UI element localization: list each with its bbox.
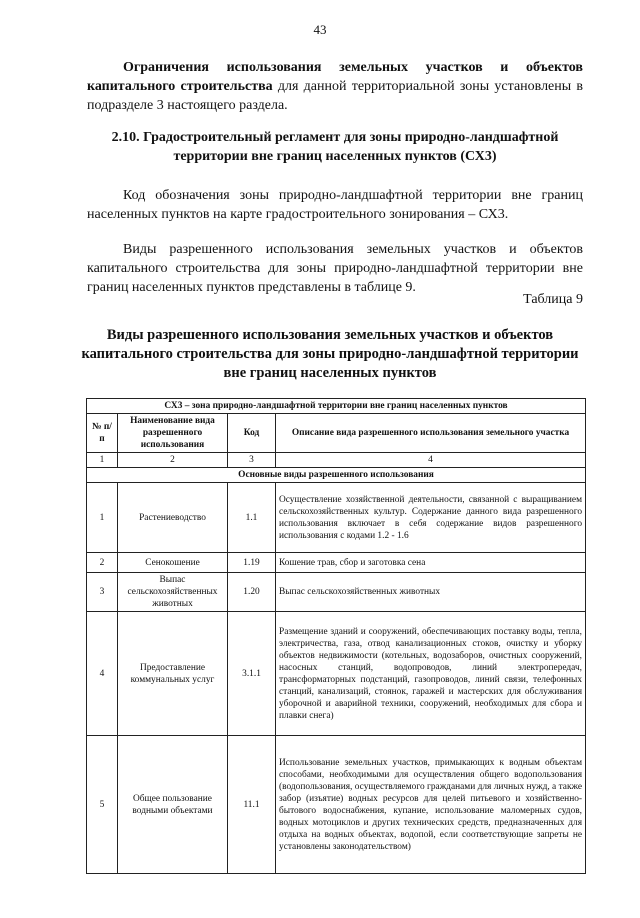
permitted-uses-table	[86, 398, 586, 874]
header-name: Наименование вида разрешенного использования	[118, 414, 228, 453]
column-number: 2	[118, 453, 228, 468]
table-row	[87, 573, 586, 612]
header-description: Описание вида разрешенного использования земельного участка	[276, 414, 586, 453]
table-row	[87, 553, 586, 573]
use-code: 3.1.1	[228, 612, 276, 736]
zone-header-cell: СХ3 – зона природно-ландшафтной территории вне границ населенных пунктов	[87, 399, 586, 414]
row-number: 5	[87, 736, 118, 874]
table-row	[87, 612, 586, 736]
use-code: 1.19	[228, 553, 276, 573]
intro-bold-text: Ограничения использования земельных участков и объектов капитального строительства	[87, 60, 583, 94]
uses-paragraph: Виды разрешенного использования земельных участков и объектов капитального строительства для зоны природно-ландшафтной территории вне границ населенных пунктов представлены в таблице 9.	[87, 242, 583, 295]
table-title: Виды разрешенного использования земельных участков и объектов капитального строительства для зоны природно-ландшафтной территории вне границ населенных пунктов	[81, 327, 579, 381]
use-name: Выпас сельскохозяйственных животных	[118, 573, 228, 612]
use-code: 1.20	[228, 573, 276, 612]
use-name: Общее пользование водными объектами	[118, 736, 228, 874]
row-number: 1	[87, 483, 118, 553]
column-header-row	[87, 414, 586, 453]
row-number: 2	[87, 553, 118, 573]
use-code: 1.1	[228, 483, 276, 553]
section-heading: 2.10. Градостроительный регламент для зоны природно-ландшафтной территории вне границ населенных пунктов (СХ3)	[111, 130, 559, 164]
header-code: Код	[228, 414, 276, 453]
zone-header-row	[87, 399, 586, 414]
use-name: Предоставление коммунальных услуг	[118, 612, 228, 736]
section-title-cell: Основные виды разрешенного использования	[87, 468, 586, 483]
table-row	[87, 483, 586, 553]
use-description: Размещение зданий и сооружений, обеспечивающих поставку воды, тепла, электричества, газа, отвод канализационных стоков, очистку и уборку объектов недвижимости (котельных, водозаборов, очистных сооружений, насосных станций, водопроводов, линий электропередач, трансформаторных подстанций, газопроводов, линий связи, телефонных станций, канализаций, стоянок, гаражей и мастерских для обслуживания уборочной и аварийной техники, сооружений, необходимых для сбора и плавки снега)	[276, 612, 586, 736]
use-name: Сенокошение	[118, 553, 228, 573]
page-number: 43	[313, 22, 327, 37]
zone-code-paragraph: Код обозначения зоны природно-ландшафтной территории вне границ населенных пунктов на карте градостроительного зонирования – СХ3.	[87, 188, 583, 222]
use-description: Осуществление хозяйственной деятельности, связанной с выращиванием сельскохозяйственных культур. Содержание данного вида разрешенного использования включает в себя содержание видов разрешенного использования с кодами 1.2 - 1.6	[276, 483, 586, 553]
table-row	[87, 736, 586, 874]
use-code: 11.1	[228, 736, 276, 874]
column-number-row	[87, 453, 586, 468]
section-row	[87, 468, 586, 483]
use-description: Использование земельных участков, примыкающих к водным объектам способами, необходимыми для осуществления общего водопользования (водопользования, осуществляемого гражданами для личных нужд, а также забор (изъятие) водных ресурсов для целей питьевого и хозяйственно-бытового водоснабжения, купание, использование маломерных судов, водных мотоциклов и других технических средств, предназначенных для отдыха на водных объектах, водопой, если соответствующие запреты не установлены законодательством)	[276, 736, 586, 874]
row-number: 4	[87, 612, 118, 736]
use-description: Выпас сельскохозяйственных животных	[276, 573, 586, 612]
intro-rest-text: для данной территориальной зоны установлены в подразделе 3 настоящего раздела.	[87, 79, 584, 113]
column-number: 3	[228, 453, 276, 468]
table-label: Таблица 9	[523, 292, 583, 307]
use-description: Кошение трав, сбор и заготовка сена	[276, 553, 586, 573]
column-number: 1	[87, 453, 118, 468]
row-number: 3	[87, 573, 118, 612]
column-number: 4	[276, 453, 586, 468]
intro-paragraph	[87, 58, 583, 115]
use-name: Растениеводство	[118, 483, 228, 553]
header-no: № п/п	[87, 414, 118, 453]
